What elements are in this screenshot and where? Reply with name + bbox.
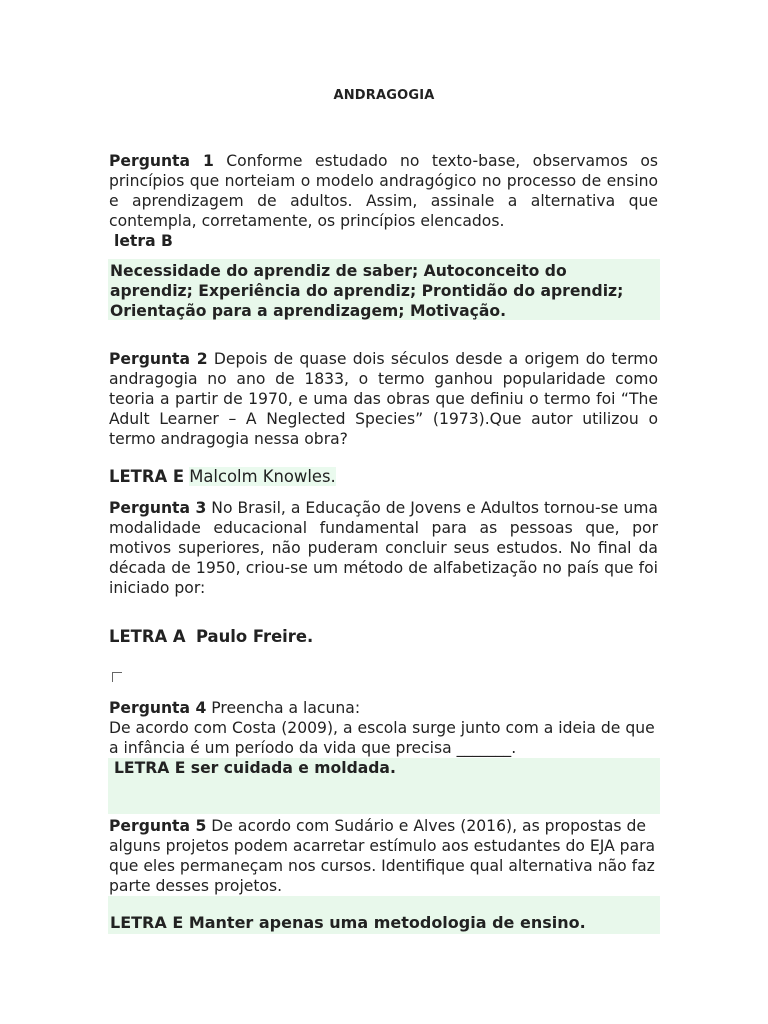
- page-title: ANDRAGOGIA: [333, 88, 435, 103]
- question-4-text: De acordo com Costa (2009), a escola surge junto com a ideia de que a infância é um período da vida que precisa _______.: [109, 719, 655, 757]
- question-4-answer: LETRA E ser cuidada e moldada.: [114, 759, 396, 777]
- question-5-answer: LETRA E Manter apenas uma metodologia de ensino.: [110, 913, 586, 932]
- question-3-label: Pergunta 3: [109, 499, 207, 517]
- question-4-answer-box: [108, 758, 660, 814]
- question-1-text: Conforme estudado no texto-base, observamos os princípios que norteiam o modelo andragógico no processo de ensino e aprendizagem de adultos. Assim, assinale a alternativa que contempla, corretamente, os princípios elencados.: [109, 152, 658, 230]
- question-5: [109, 816, 658, 896]
- question-1-answer-box: [108, 259, 660, 320]
- question-1-answer: Necessidade do aprendiz de saber; Autoconceito do aprendiz; Experiência do aprendiz; Prontidão do aprendiz; Orientação para a aprendizagem; Motivação.: [110, 262, 624, 320]
- question-3: [109, 498, 658, 598]
- question-2-answer-text: Malcolm Knowles.: [189, 467, 336, 486]
- question-2-text: Depois de quase dois séculos desde a origem do termo andragogia no ano de 1833, o termo ganhou popularidade como teoria a partir de 1970, e uma das obras que definiu o termo foi “The Adult Learner – A Neglected Species” (1973).Que autor utilizou o termo andragogia nessa obra?: [109, 350, 658, 448]
- question-1-letter: letra B: [114, 232, 173, 250]
- question-3-answer-text: Paulo Freire.: [195, 627, 314, 646]
- question-5-answer-box: [108, 896, 660, 934]
- question-3-text: No Brasil, a Educação de Jovens e Adultos tornou-se uma modalidade educacional fundamental para as pessoas que, por motivos superiores, não puderam concluir seus estudos. No final da década de 1950, criou-se um método de alfabetização no país que foi iniciado por:: [109, 499, 658, 597]
- question-3-letter: LETRA A: [109, 627, 186, 646]
- corner-mark-icon: [112, 672, 122, 682]
- question-1: [109, 151, 658, 231]
- question-2-answer: [109, 467, 658, 487]
- question-5-text: De acordo com Sudário e Alves (2016), as propostas de alguns projetos podem acarretar estímulo aos estudantes do EJA para que eles permaneçam nos cursos. Identifique qual alternativa não faz parte desses projetos.: [109, 817, 656, 895]
- question-4-intro: Preencha a lacuna:: [211, 699, 361, 717]
- question-4-label: Pergunta 4: [109, 699, 207, 717]
- question-3-answer: [109, 627, 658, 647]
- question-2: [109, 349, 658, 449]
- question-1-label: Pergunta 1: [109, 152, 214, 170]
- question-4: [109, 698, 658, 718]
- question-5-label: Pergunta 5: [109, 817, 207, 835]
- question-2-letter: LETRA E: [109, 467, 185, 486]
- question-2-label: Pergunta 2: [109, 350, 208, 368]
